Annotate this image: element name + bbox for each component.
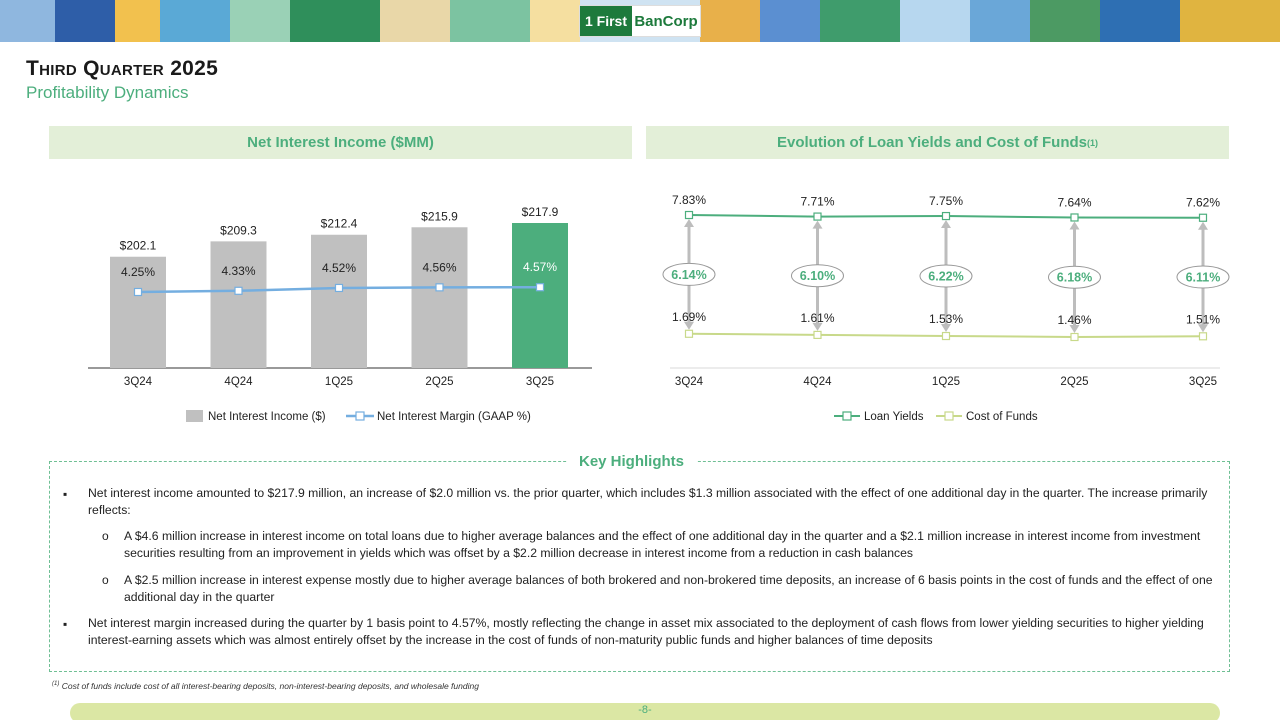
loan-yield-marker [686, 212, 693, 219]
x-tick-label: 3Q25 [1188, 376, 1218, 388]
x-tick-label: 3Q25 [525, 376, 555, 388]
nim-marker [336, 284, 343, 291]
right-panel-title [646, 126, 1229, 159]
spread-value-label: 6.18% [1056, 270, 1093, 285]
x-tick-label: 2Q25 [425, 376, 454, 388]
bar-net-interest-income [311, 235, 367, 368]
x-tick-label: 4Q24 [224, 376, 253, 388]
bar-value-label: $215.9 [421, 209, 458, 224]
header-banner [0, 0, 1280, 42]
left-panel-title [49, 126, 632, 159]
footnote-text: Cost of funds include cost of all interest-bearing deposits, non-interest-bearing deposits, and wholesale funding [61, 681, 479, 691]
loan-yield-value-label: 7.62% [1185, 195, 1221, 210]
x-tick-label: 2Q25 [1060, 376, 1089, 388]
company-logo [579, 5, 701, 37]
x-tick-label: 4Q24 [803, 376, 832, 388]
spread-arrow-head [941, 220, 951, 228]
cost-of-funds-marker [686, 330, 693, 337]
loan-yield-value-label: 7.71% [800, 194, 835, 209]
loan-yield-value-label: 7.64% [1057, 195, 1092, 210]
legend-label-net-interest-income: Net Interest Income ($) [208, 411, 326, 423]
sub-bullet-marker: o [102, 529, 109, 543]
loan-yield-value-label: 7.83% [671, 193, 707, 208]
legend-marker-nim [356, 412, 364, 420]
nim-marker [537, 284, 544, 291]
loan-yield-marker [814, 213, 821, 220]
left-panel-title-text: Net Interest Income ($MM) [247, 134, 434, 151]
loan-yield-marker [1200, 214, 1207, 221]
page-subtitle: Profitability Dynamics [26, 83, 189, 102]
nim-value-label: 4.57% [522, 260, 558, 275]
cost-of-funds-marker [1200, 333, 1207, 340]
legend-label-cost-of-funds: Cost of Funds [966, 411, 1038, 423]
nim-value-label: 4.56% [422, 260, 457, 275]
loan-yield-marker [943, 213, 950, 220]
footnote [52, 681, 479, 691]
highlight-sub-bullet-2: A $2.5 million increase in interest expense mostly due to higher average balances of both brokered and non-brokered time deposits, an increase of 6 basis points in the cost of funds and the effect of one additional day in the quarter [124, 573, 1213, 604]
cost-of-funds-value-label: 1.61% [800, 310, 835, 325]
spread-value-label: 6.10% [799, 269, 836, 284]
spread-value-label: 6.22% [928, 269, 964, 284]
bar-value-label: $217.9 [521, 205, 559, 219]
logo-name: BanCorp [632, 6, 700, 36]
x-tick-label: 1Q25 [931, 376, 961, 388]
cost-of-funds-value-label: 1.46% [1057, 313, 1092, 327]
page-title: Third Quarter 2025 [26, 57, 219, 80]
cost-of-funds-value-label: 1.53% [928, 312, 964, 327]
nim-value-label: 4.52% [321, 260, 357, 275]
nim-marker [436, 284, 443, 291]
spread-arrow-head [1198, 222, 1208, 230]
key-highlights-title: Key Highlights [567, 453, 696, 470]
logo-mark: 1 First [580, 6, 632, 36]
bar-net-interest-income [512, 223, 568, 368]
highlight-bullet-2: Net interest margin increased during the quarter by 1 basis point to 4.57%, mostly reflecting the change in asset mix associated to the deployment of cash flows from lower yielding securities to higher yielding interest-earning assets which was almost entirely offset by the increase in the cost of funds of non-maturity public funds and higher balances of time deposits [88, 616, 1204, 647]
sub-bullet-marker: o [102, 573, 109, 587]
loan-yield-cost-chart [660, 180, 1230, 430]
spread-arrow-head [1070, 221, 1080, 229]
loan-yield-marker [1071, 214, 1078, 221]
cost-of-funds-marker [814, 331, 821, 338]
legend-label-nim: Net Interest Margin (GAAP %) [377, 411, 531, 423]
spread-value-label: 6.14% [671, 267, 707, 282]
right-panel-title-footnote: (1) [1087, 137, 1098, 148]
bullet-marker: ▪ [63, 617, 68, 631]
legend-label-loan-yields: Loan Yields [864, 411, 924, 423]
net-interest-income-chart [80, 180, 620, 430]
nim-value-label: 4.33% [221, 263, 256, 278]
bar-net-interest-income [211, 241, 267, 368]
loan-yield-value-label: 7.75% [928, 194, 964, 209]
legend-marker-cost-of-funds [945, 412, 953, 420]
right-panel-title-text: Evolution of Loan Yields and Cost of Funds [777, 134, 1087, 151]
x-tick-label: 3Q24 [123, 376, 153, 388]
x-tick-label: 3Q24 [674, 376, 704, 388]
page-number: -8- [638, 704, 652, 716]
nim-value-label: 4.25% [120, 265, 156, 279]
footnote-marker: (1) [52, 681, 60, 688]
spread-value-label: 6.11% [1185, 270, 1221, 285]
nim-marker [135, 289, 142, 296]
bar-value-label: $209.3 [220, 223, 257, 238]
bar-net-interest-income [412, 227, 468, 368]
bullet-marker: ▪ [63, 487, 68, 501]
cost-of-funds-marker [943, 333, 950, 340]
cost-of-funds-value-label: 1.69% [671, 309, 707, 324]
cost-of-funds-value-label: 1.51% [1185, 312, 1221, 327]
spread-arrow-head [684, 219, 694, 227]
legend-swatch-net-interest-income [186, 410, 203, 422]
x-tick-label: 1Q25 [324, 376, 354, 388]
cost-of-funds-marker [1071, 334, 1078, 341]
spread-arrow-head [813, 221, 823, 229]
legend-marker-loan-yields [843, 412, 851, 420]
bar-value-label: $202.1 [119, 238, 157, 253]
highlight-bullet-1: Net interest income amounted to $217.9 million, an increase of $2.0 million vs. the prior quarter, which includes $1.3 million associated with the effect of one additional day in the quarter. The increase primarily reflects: [88, 486, 1208, 517]
highlight-sub-bullet-1: A $4.6 million increase in interest income on total loans due to higher average balances and the effect of one additional day in the quarter and a $2.1 million increase in interest income from investment securities resulting from an improvement in yields which was offset by a $2.2 million decrease in interest income from a reduction in cash balances [124, 529, 1201, 560]
nim-marker [235, 287, 242, 294]
bar-value-label: $212.4 [320, 216, 358, 231]
